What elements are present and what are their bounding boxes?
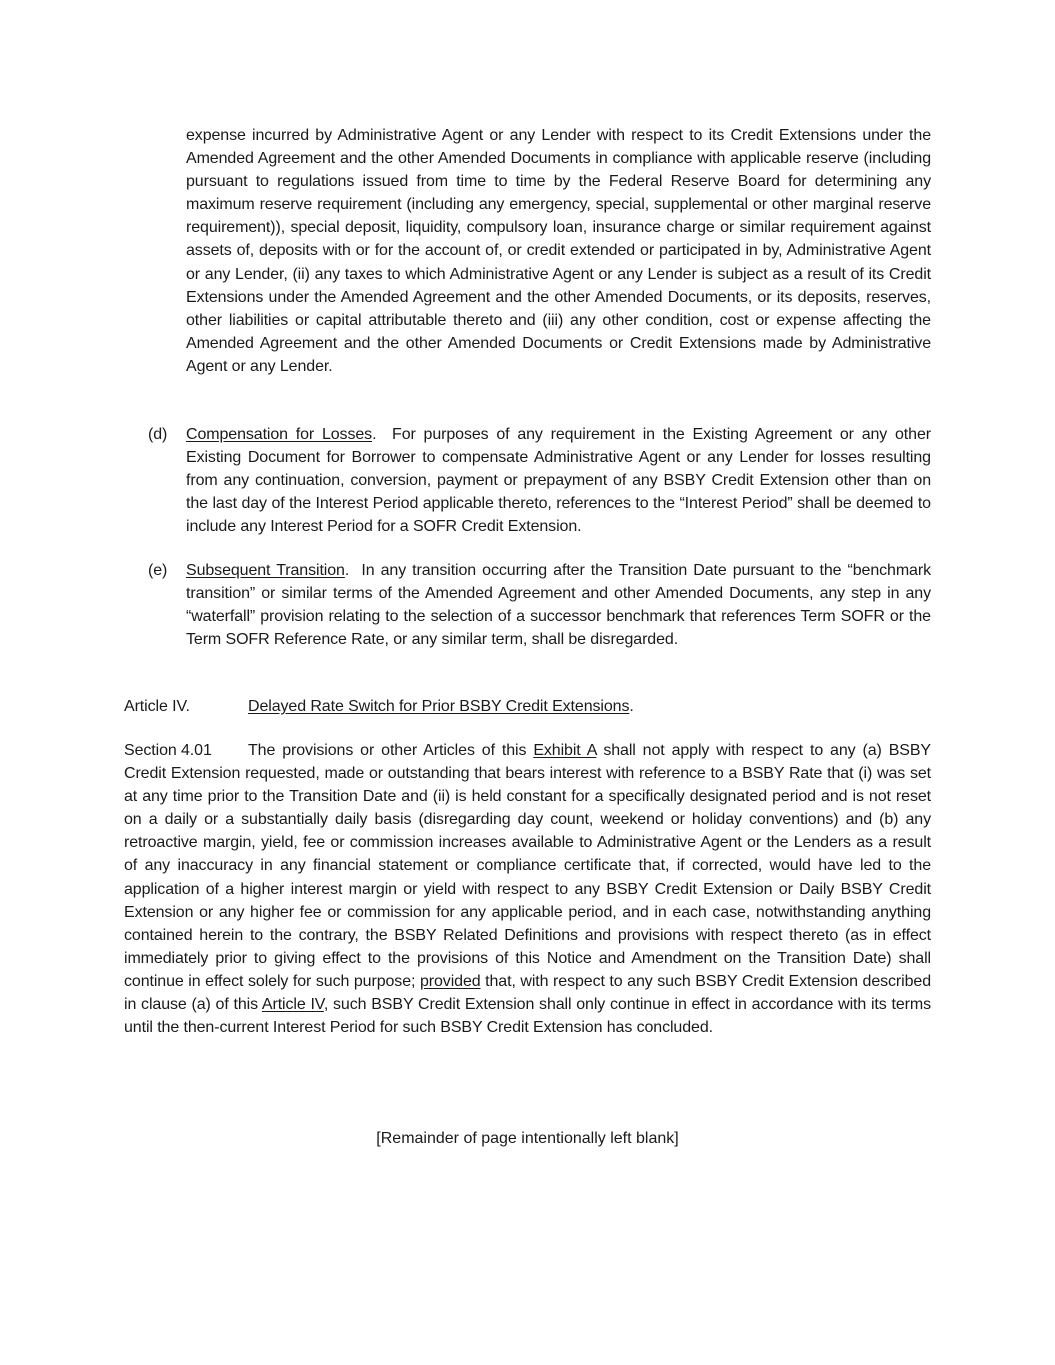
exhibit-a-link[interactable]: Exhibit A bbox=[533, 742, 597, 759]
item-d bbox=[148, 423, 936, 538]
item-e-label: (e) bbox=[148, 562, 168, 579]
section-text-4: , such BSBY Credit Extension shall only continue in effect in accordance with its terms until the then-current Interest Period for such BSBY Credit Extension has concluded. bbox=[124, 996, 931, 1037]
provided-term: provided bbox=[419, 972, 481, 990]
item-e-heading: Subsequent Transition bbox=[186, 562, 345, 579]
item-e bbox=[148, 559, 936, 651]
article-title: Delayed Rate Switch for Prior BSBY Credit Extensions bbox=[248, 698, 630, 715]
section-number: Section 4.01 bbox=[124, 742, 212, 759]
item-d-text: For purposes of any requirement in the Existing Agreement or any other Existing Document for Borrower to compensate Administrative Agent or any Lender for losses resulting from any continuation, conversion, payment or prepayment of any BSBY Credit Extension other than on the last day of the Interest Period applicable thereto, references to the “Interest Period” shall be deemed to include any Interest Period for a SOFR Credit Extension. bbox=[186, 426, 936, 536]
item-d-body bbox=[186, 423, 936, 538]
item-d-heading: Compensation for Losses bbox=[186, 426, 373, 443]
item-e-text: In any transition occurring after the Transition Date pursuant to the “benchmark transition” or similar terms of the Amended Agreement and other Amended Documents, any step in any “waterfall” provision relating to the selection of a successor benchmark that references Term SOFR or the Term SOFR Reference Rate, or any similar term, shall be disregarded. bbox=[186, 562, 936, 649]
remainder-blank-note: [Remainder of page intentionally left blank] bbox=[376, 1130, 679, 1147]
item-e-heading-punct: . bbox=[344, 562, 350, 579]
item-d-label: (d) bbox=[148, 426, 168, 443]
item-e-body bbox=[186, 559, 936, 651]
paragraph-c-continuation: expense incurred by Administrative Agent or any Lender with respect to its Credit Extensions under the Amended Agreement and the other Amended Documents in compliance with applicable reserve (including pursuant to regulations issued from time to time by the Federal Reserve Board for determining any maximum reserve requirement (including any emergency, special, supplemental or other marginal reserve requirement)), special deposit, liquidity, compulsory loan, insurance charge or similar requirement against assets of, deposits with or for the account of, or credit extended or participated in by, Administrative Agent or any Lender, (ii) any taxes to which Administrative Agent or any Lender is subject as a result of its Credit Extensions under the Amended Agreement and the other Amended Documents, or its deposits, reserves, other liabilities or capital attributable thereto and (iii) any other condition, cost or expense affecting the Amended Agreement and the other Amended Documents or Credit Extensions made by Administrative Agent or any Lender. bbox=[186, 127, 931, 375]
section-text-3: that, with respect to any such BSBY Credit Extension described in clause (a) of this bbox=[124, 972, 931, 1014]
section-text-1: The provisions or other Articles of this bbox=[248, 742, 534, 759]
article-number: Article IV. bbox=[124, 698, 190, 715]
article-title-punct: . bbox=[629, 698, 634, 715]
article-title-wrap bbox=[248, 695, 634, 718]
section-4-01 bbox=[124, 739, 931, 1039]
item-d-heading-punct: . bbox=[372, 426, 377, 443]
article-iv-link[interactable]: Article IV bbox=[261, 996, 324, 1014]
section-text-2: shall not apply with respect to any (a) BSBY Credit Extension requested, made or outstanding that bears interest with reference to a BSBY Rate that (i) was set at any time prior to the Transition Date and (ii) is held constant for a specifically designated period and is not reset on a daily or a substantially daily basis (disregarding day count, weekend or holiday conventions) and (b) any retroactive margin, yield, fee or commission increases available to Administrative Agent or the Lenders as a result of any inaccuracy in any financial statement or compliance certificate that, if corrected, would have led to the application of a higher interest margin or yield with respect to any BSBY Credit Extension or Daily BSBY Credit Extension or any higher fee or commission for any applicable period, and in each case, notwithstanding anything contained herein to the contrary, the BSBY Related Definitions and provisions with respect thereto (as in effect immediately prior to giving effect to the provisions of this Notice and Amendment on the Transition Date) shall continue in effect solely for such purpose; bbox=[124, 742, 931, 990]
